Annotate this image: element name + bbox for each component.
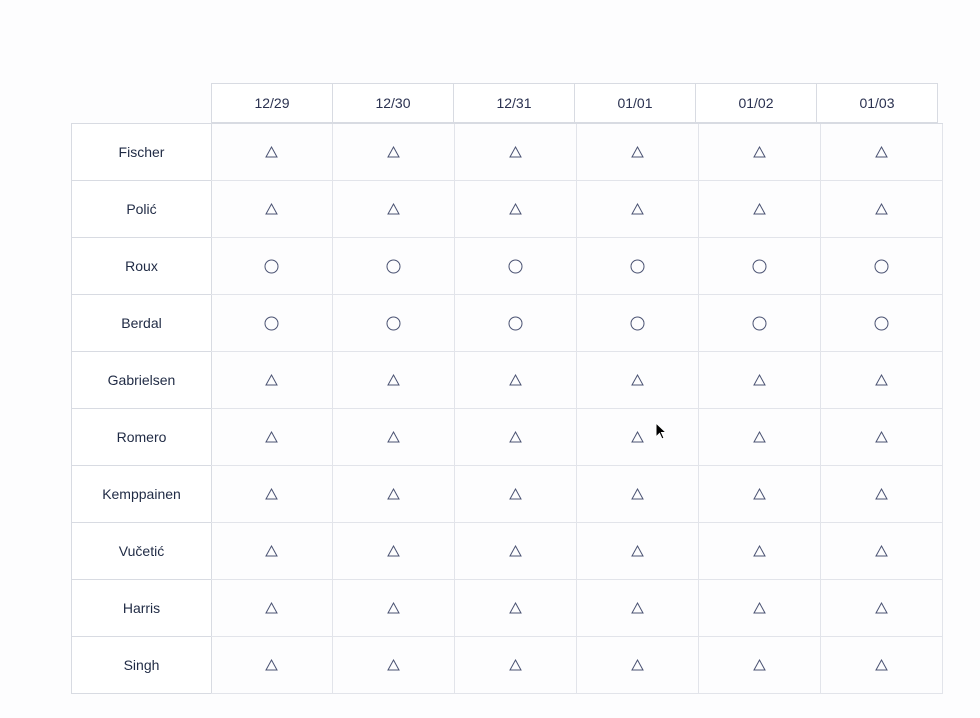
circle-icon bbox=[386, 259, 401, 274]
availability-cell[interactable] bbox=[821, 637, 943, 694]
availability-cell[interactable] bbox=[699, 352, 821, 409]
availability-body bbox=[211, 123, 943, 694]
triangle-icon bbox=[509, 203, 522, 215]
availability-cell[interactable] bbox=[455, 466, 577, 523]
availability-cell[interactable] bbox=[699, 466, 821, 523]
name-column bbox=[71, 123, 212, 694]
circle-icon bbox=[752, 259, 767, 274]
triangle-icon bbox=[875, 374, 888, 386]
triangle-icon bbox=[753, 545, 766, 557]
availability-cell[interactable] bbox=[455, 295, 577, 352]
availability-cell[interactable] bbox=[211, 637, 333, 694]
availability-cell[interactable] bbox=[211, 238, 333, 295]
triangle-icon bbox=[753, 431, 766, 443]
availability-cell[interactable] bbox=[333, 238, 455, 295]
availability-cell[interactable] bbox=[821, 181, 943, 238]
triangle-icon bbox=[875, 203, 888, 215]
row-name: Polić bbox=[72, 181, 212, 238]
date-header-row bbox=[211, 83, 938, 124]
triangle-icon bbox=[265, 146, 278, 158]
row-name: Singh bbox=[72, 637, 212, 694]
date-header-cell: 12/29 bbox=[212, 84, 333, 123]
table-row bbox=[211, 124, 943, 181]
availability-cell[interactable] bbox=[333, 466, 455, 523]
availability-cell[interactable] bbox=[699, 124, 821, 181]
row-name: Harris bbox=[72, 580, 212, 637]
triangle-icon bbox=[387, 431, 400, 443]
triangle-icon bbox=[265, 488, 278, 500]
triangle-icon bbox=[387, 602, 400, 614]
availability-cell[interactable] bbox=[577, 466, 699, 523]
circle-icon bbox=[508, 316, 523, 331]
availability-cell[interactable] bbox=[455, 238, 577, 295]
table-row bbox=[211, 238, 943, 295]
table-row bbox=[211, 580, 943, 637]
date-header-cell: 01/01 bbox=[575, 84, 696, 123]
availability-cell[interactable] bbox=[211, 352, 333, 409]
availability-cell[interactable] bbox=[821, 295, 943, 352]
row-name: Vučetić bbox=[72, 523, 212, 580]
availability-cell[interactable] bbox=[455, 352, 577, 409]
triangle-icon bbox=[509, 659, 522, 671]
availability-cell[interactable] bbox=[577, 238, 699, 295]
availability-cell[interactable] bbox=[577, 580, 699, 637]
table-row bbox=[211, 352, 943, 409]
availability-cell[interactable] bbox=[333, 352, 455, 409]
triangle-icon bbox=[509, 545, 522, 557]
table-row bbox=[211, 181, 943, 238]
availability-cell[interactable] bbox=[577, 352, 699, 409]
availability-cell[interactable] bbox=[699, 295, 821, 352]
table-row bbox=[211, 523, 943, 580]
availability-cell[interactable] bbox=[821, 124, 943, 181]
triangle-icon bbox=[631, 659, 644, 671]
triangle-icon bbox=[265, 659, 278, 671]
availability-cell[interactable] bbox=[577, 523, 699, 580]
availability-cell[interactable] bbox=[699, 181, 821, 238]
triangle-icon bbox=[265, 602, 278, 614]
availability-cell[interactable] bbox=[211, 466, 333, 523]
triangle-icon bbox=[387, 545, 400, 557]
circle-icon bbox=[386, 316, 401, 331]
availability-cell[interactable] bbox=[577, 637, 699, 694]
triangle-icon bbox=[631, 431, 644, 443]
availability-cell[interactable] bbox=[211, 181, 333, 238]
triangle-icon bbox=[509, 602, 522, 614]
availability-cell[interactable] bbox=[333, 295, 455, 352]
row-name: Berdal bbox=[72, 295, 212, 352]
availability-cell[interactable] bbox=[821, 238, 943, 295]
availability-cell[interactable] bbox=[455, 523, 577, 580]
row-name: Romero bbox=[72, 409, 212, 466]
date-header-cell: 12/30 bbox=[333, 84, 454, 123]
triangle-icon bbox=[631, 488, 644, 500]
availability-cell[interactable] bbox=[333, 181, 455, 238]
availability-cell[interactable] bbox=[333, 124, 455, 181]
circle-icon bbox=[752, 316, 767, 331]
row-name: Fischer bbox=[72, 124, 212, 181]
triangle-icon bbox=[875, 488, 888, 500]
availability-cell[interactable] bbox=[821, 580, 943, 637]
triangle-icon bbox=[265, 374, 278, 386]
row-name: Roux bbox=[72, 238, 212, 295]
triangle-icon bbox=[509, 431, 522, 443]
triangle-icon bbox=[753, 602, 766, 614]
availability-cell[interactable] bbox=[577, 181, 699, 238]
triangle-icon bbox=[509, 146, 522, 158]
date-header-cell: 01/02 bbox=[696, 84, 817, 123]
circle-icon bbox=[264, 316, 279, 331]
availability-cell[interactable] bbox=[455, 181, 577, 238]
availability-cell[interactable] bbox=[577, 409, 699, 466]
availability-cell[interactable] bbox=[455, 637, 577, 694]
availability-cell[interactable] bbox=[699, 637, 821, 694]
triangle-icon bbox=[509, 374, 522, 386]
triangle-icon bbox=[631, 146, 644, 158]
triangle-icon bbox=[387, 203, 400, 215]
availability-cell[interactable] bbox=[455, 124, 577, 181]
availability-cell[interactable] bbox=[333, 637, 455, 694]
triangle-icon bbox=[875, 545, 888, 557]
availability-cell[interactable] bbox=[821, 352, 943, 409]
triangle-icon bbox=[387, 374, 400, 386]
triangle-icon bbox=[631, 545, 644, 557]
triangle-icon bbox=[753, 146, 766, 158]
availability-cell[interactable] bbox=[699, 409, 821, 466]
triangle-icon bbox=[753, 203, 766, 215]
row-name: Gabrielsen bbox=[72, 352, 212, 409]
availability-cell[interactable] bbox=[211, 409, 333, 466]
availability-cell[interactable] bbox=[821, 409, 943, 466]
availability-cell[interactable] bbox=[211, 523, 333, 580]
circle-icon bbox=[874, 316, 889, 331]
date-header-cell: 12/31 bbox=[454, 84, 575, 123]
circle-icon bbox=[874, 259, 889, 274]
mouse-cursor-icon bbox=[655, 422, 669, 442]
triangle-icon bbox=[631, 203, 644, 215]
table-row bbox=[211, 466, 943, 523]
circle-icon bbox=[508, 259, 523, 274]
availability-cell[interactable] bbox=[577, 124, 699, 181]
availability-cell[interactable] bbox=[211, 295, 333, 352]
circle-icon bbox=[264, 259, 279, 274]
triangle-icon bbox=[387, 659, 400, 671]
triangle-icon bbox=[875, 602, 888, 614]
circle-icon bbox=[630, 316, 645, 331]
availability-cell[interactable] bbox=[699, 238, 821, 295]
triangle-icon bbox=[265, 431, 278, 443]
availability-grid[interactable] bbox=[71, 83, 895, 684]
circle-icon bbox=[630, 259, 645, 274]
triangle-icon bbox=[509, 488, 522, 500]
triangle-icon bbox=[387, 488, 400, 500]
table-row bbox=[211, 409, 943, 466]
triangle-icon bbox=[265, 545, 278, 557]
availability-cell[interactable] bbox=[333, 523, 455, 580]
availability-cell[interactable] bbox=[821, 523, 943, 580]
triangle-icon bbox=[265, 203, 278, 215]
triangle-icon bbox=[387, 146, 400, 158]
triangle-icon bbox=[753, 374, 766, 386]
availability-cell[interactable] bbox=[699, 580, 821, 637]
availability-cell[interactable] bbox=[455, 580, 577, 637]
availability-cell[interactable] bbox=[211, 580, 333, 637]
triangle-icon bbox=[875, 431, 888, 443]
availability-cell[interactable] bbox=[699, 523, 821, 580]
triangle-icon bbox=[631, 602, 644, 614]
availability-cell[interactable] bbox=[577, 295, 699, 352]
availability-cell[interactable] bbox=[333, 580, 455, 637]
availability-cell[interactable] bbox=[211, 124, 333, 181]
availability-cell[interactable] bbox=[455, 409, 577, 466]
triangle-icon bbox=[875, 659, 888, 671]
table-row bbox=[211, 637, 943, 694]
table-row bbox=[211, 295, 943, 352]
availability-cell[interactable] bbox=[821, 466, 943, 523]
row-name: Kemppainen bbox=[72, 466, 212, 523]
triangle-icon bbox=[631, 374, 644, 386]
date-header-cell: 01/03 bbox=[817, 84, 938, 123]
availability-cell[interactable] bbox=[333, 409, 455, 466]
triangle-icon bbox=[753, 659, 766, 671]
triangle-icon bbox=[875, 146, 888, 158]
triangle-icon bbox=[753, 488, 766, 500]
